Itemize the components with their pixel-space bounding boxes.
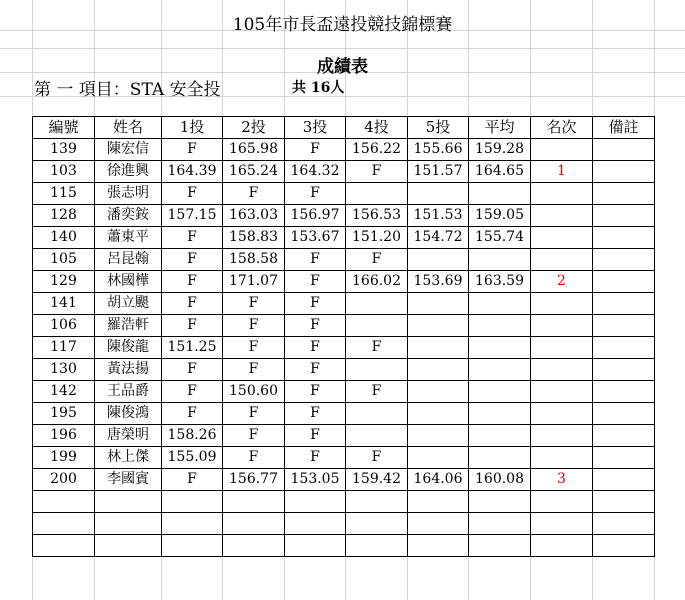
header-rank: 名次 <box>531 117 593 139</box>
cell-name: 陳俊鴻 <box>95 403 162 425</box>
cell-rank <box>531 403 593 425</box>
cell-throw-3: F <box>285 337 346 359</box>
cell-throw-3: F <box>285 249 346 271</box>
cell-name: 胡立颶 <box>95 293 162 315</box>
cell-throw-3: F <box>285 359 346 381</box>
cell-remarks <box>593 227 655 249</box>
cell-throw-2: 150.60 <box>223 381 285 403</box>
cell-rank <box>531 249 593 271</box>
cell-id: 195 <box>33 403 95 425</box>
cell-throw-1: 157.15 <box>162 205 223 227</box>
cell-remarks <box>593 315 655 337</box>
cell-id <box>33 535 95 557</box>
cell-remarks <box>593 205 655 227</box>
cell-throw-4 <box>346 513 408 535</box>
cell-throw-5 <box>408 491 469 513</box>
cell-throw-1: 151.25 <box>162 337 223 359</box>
cell-throw-1: F <box>162 249 223 271</box>
cell-throw-3: 156.97 <box>285 205 346 227</box>
cell-throw-5 <box>408 535 469 557</box>
cell-throw-2: F <box>223 293 285 315</box>
cell-name: 王品爵 <box>95 381 162 403</box>
cell-throw-2: F <box>223 315 285 337</box>
cell-throw-2 <box>223 513 285 535</box>
table-row <box>33 425 655 447</box>
cell-throw-4: F <box>346 249 408 271</box>
cell-id: 129 <box>33 271 95 293</box>
cell-average <box>469 447 531 469</box>
cell-name: 潘奕銨 <box>95 205 162 227</box>
cell-throw-5 <box>408 403 469 425</box>
table-row <box>33 403 655 425</box>
cell-average <box>469 425 531 447</box>
cell-throw-1: F <box>162 403 223 425</box>
header-id: 編號 <box>33 117 95 139</box>
cell-remarks <box>593 513 655 535</box>
cell-average: 155.74 <box>469 227 531 249</box>
cell-throw-5: 155.66 <box>408 139 469 161</box>
cell-name: 唐榮明 <box>95 425 162 447</box>
cell-throw-3 <box>285 535 346 557</box>
cell-rank <box>531 183 593 205</box>
cell-throw-2: 165.24 <box>223 161 285 183</box>
cell-throw-5 <box>408 337 469 359</box>
cell-throw-1: F <box>162 139 223 161</box>
cell-name: 羅浩軒 <box>95 315 162 337</box>
cell-throw-3: F <box>285 381 346 403</box>
cell-throw-5 <box>408 315 469 337</box>
table-row <box>33 491 655 513</box>
cell-remarks <box>593 249 655 271</box>
page-title: 105年市長盃遠投競技錦標賽 <box>232 15 453 35</box>
table-row <box>33 469 655 491</box>
header-throw-3: 3投 <box>285 117 346 139</box>
cell-name: 林上傑 <box>95 447 162 469</box>
cell-throw-2: 158.83 <box>223 227 285 249</box>
cell-id: 141 <box>33 293 95 315</box>
cell-throw-5: 151.57 <box>408 161 469 183</box>
cell-id: 103 <box>33 161 95 183</box>
cell-throw-4: 159.42 <box>346 469 408 491</box>
cell-remarks <box>593 139 655 161</box>
cell-rank <box>531 293 593 315</box>
cell-id: 115 <box>33 183 95 205</box>
cell-rank <box>531 425 593 447</box>
cell-average: 159.05 <box>469 205 531 227</box>
cell-average: 159.28 <box>469 139 531 161</box>
cell-average: 164.65 <box>469 161 531 183</box>
cell-throw-1: F <box>162 293 223 315</box>
table-row <box>33 513 655 535</box>
cell-id: 200 <box>33 469 95 491</box>
cell-throw-2: 165.98 <box>223 139 285 161</box>
cell-name: 張志明 <box>95 183 162 205</box>
table-row <box>33 183 655 205</box>
cell-id: 196 <box>33 425 95 447</box>
table-row <box>33 535 655 557</box>
cell-average <box>469 315 531 337</box>
header-row <box>33 117 655 139</box>
cell-throw-1: F <box>162 271 223 293</box>
cell-throw-1: 158.26 <box>162 425 223 447</box>
cell-throw-1: F <box>162 227 223 249</box>
table-row <box>33 139 655 161</box>
cell-average: 163.59 <box>469 271 531 293</box>
table-row <box>33 359 655 381</box>
table-row <box>33 161 655 183</box>
cell-throw-3: F <box>285 425 346 447</box>
cell-throw-1 <box>162 535 223 557</box>
cell-name: 陳宏信 <box>95 139 162 161</box>
cell-throw-4: F <box>346 381 408 403</box>
cell-throw-2: F <box>223 183 285 205</box>
cell-rank <box>531 139 593 161</box>
table-row <box>33 337 655 359</box>
header-throw-4: 4投 <box>346 117 408 139</box>
cell-throw-4: 156.22 <box>346 139 408 161</box>
cell-throw-3: F <box>285 315 346 337</box>
cell-throw-4: 156.53 <box>346 205 408 227</box>
cell-id: 106 <box>33 315 95 337</box>
cell-rank <box>531 359 593 381</box>
cell-rank <box>531 381 593 403</box>
cell-name: 徐進興 <box>95 161 162 183</box>
cell-throw-1: F <box>162 183 223 205</box>
cell-throw-4 <box>346 425 408 447</box>
cell-throw-1: 155.09 <box>162 447 223 469</box>
cell-throw-2: F <box>223 337 285 359</box>
cell-rank <box>531 337 593 359</box>
cell-average <box>469 491 531 513</box>
cell-id: 140 <box>33 227 95 249</box>
cell-throw-5 <box>408 359 469 381</box>
cell-rank <box>531 491 593 513</box>
cell-throw-5: 153.69 <box>408 271 469 293</box>
cell-throw-4 <box>346 491 408 513</box>
cell-name <box>95 513 162 535</box>
header-name: 姓名 <box>95 117 162 139</box>
cell-id: 117 <box>33 337 95 359</box>
cell-throw-1: F <box>162 315 223 337</box>
cell-throw-4 <box>346 183 408 205</box>
cell-average: 160.08 <box>469 469 531 491</box>
cell-average <box>469 381 531 403</box>
cell-throw-3 <box>285 513 346 535</box>
cell-throw-5 <box>408 513 469 535</box>
cell-name: 呂昆翰 <box>95 249 162 271</box>
cell-throw-3: F <box>285 403 346 425</box>
cell-remarks <box>593 161 655 183</box>
results-table <box>32 116 655 557</box>
cell-remarks <box>593 447 655 469</box>
cell-remarks <box>593 535 655 557</box>
cell-throw-1: 164.39 <box>162 161 223 183</box>
cell-id: 199 <box>33 447 95 469</box>
cell-throw-5: 164.06 <box>408 469 469 491</box>
cell-throw-2: 158.58 <box>223 249 285 271</box>
cell-throw-2: F <box>223 447 285 469</box>
cell-rank <box>531 447 593 469</box>
cell-throw-2: 171.07 <box>223 271 285 293</box>
cell-throw-3: 164.32 <box>285 161 346 183</box>
cell-remarks <box>593 271 655 293</box>
table-row <box>33 381 655 403</box>
table-row <box>33 249 655 271</box>
cell-average <box>469 183 531 205</box>
table-row <box>33 447 655 469</box>
cell-throw-4: F <box>346 337 408 359</box>
event-label: 第 一 項目：STA 安全投 <box>34 80 221 100</box>
cell-throw-2: 156.77 <box>223 469 285 491</box>
cell-throw-4: F <box>346 447 408 469</box>
cell-rank <box>531 535 593 557</box>
cell-throw-3: F <box>285 139 346 161</box>
cell-throw-2: F <box>223 359 285 381</box>
cell-throw-1 <box>162 491 223 513</box>
cell-throw-5 <box>408 249 469 271</box>
cell-throw-4 <box>346 293 408 315</box>
table-row <box>33 315 655 337</box>
cell-throw-3: F <box>285 271 346 293</box>
cell-id: 142 <box>33 381 95 403</box>
cell-throw-5 <box>408 293 469 315</box>
cell-id: 128 <box>33 205 95 227</box>
header-remarks: 備註 <box>593 117 655 139</box>
cell-throw-1 <box>162 513 223 535</box>
cell-average <box>469 293 531 315</box>
cell-name: 黃法揚 <box>95 359 162 381</box>
cell-throw-4: F <box>346 161 408 183</box>
cell-rank: 2 <box>531 271 593 293</box>
cell-rank: 1 <box>531 161 593 183</box>
cell-throw-5: 154.72 <box>408 227 469 249</box>
cell-id: 105 <box>33 249 95 271</box>
cell-remarks <box>593 293 655 315</box>
cell-name: 陳俊龍 <box>95 337 162 359</box>
cell-name <box>95 535 162 557</box>
cell-remarks <box>593 491 655 513</box>
cell-remarks <box>593 359 655 381</box>
cell-throw-1: F <box>162 381 223 403</box>
cell-average <box>469 359 531 381</box>
cell-throw-5 <box>408 381 469 403</box>
cell-throw-4 <box>346 315 408 337</box>
page-subtitle: 成績表 <box>317 57 368 77</box>
cell-name: 蕭東平 <box>95 227 162 249</box>
gridline <box>0 48 685 49</box>
cell-throw-4 <box>346 403 408 425</box>
cell-average <box>469 249 531 271</box>
cell-throw-2 <box>223 535 285 557</box>
cell-throw-2: 163.03 <box>223 205 285 227</box>
header-throw-1: 1投 <box>162 117 223 139</box>
cell-id <box>33 513 95 535</box>
table-row <box>33 271 655 293</box>
cell-throw-1: F <box>162 469 223 491</box>
cell-name: 林國樺 <box>95 271 162 293</box>
cell-throw-4: 166.02 <box>346 271 408 293</box>
table-row <box>33 227 655 249</box>
cell-rank <box>531 227 593 249</box>
cell-throw-4: 151.20 <box>346 227 408 249</box>
results-body <box>33 139 655 557</box>
cell-throw-3: F <box>285 293 346 315</box>
cell-average <box>469 337 531 359</box>
header-average: 平均 <box>469 117 531 139</box>
table-row <box>33 293 655 315</box>
cell-throw-1: F <box>162 359 223 381</box>
header-throw-5: 5投 <box>408 117 469 139</box>
cell-throw-5 <box>408 447 469 469</box>
cell-throw-5: 151.53 <box>408 205 469 227</box>
cell-average <box>469 403 531 425</box>
cell-remarks <box>593 337 655 359</box>
cell-rank: 3 <box>531 469 593 491</box>
cell-throw-4 <box>346 359 408 381</box>
participant-count: 共 16人 <box>292 80 345 96</box>
cell-id <box>33 491 95 513</box>
cell-throw-5 <box>408 183 469 205</box>
cell-average <box>469 535 531 557</box>
header-throw-2: 2投 <box>223 117 285 139</box>
cell-name: 李國賓 <box>95 469 162 491</box>
cell-throw-3: F <box>285 183 346 205</box>
table-row <box>33 205 655 227</box>
cell-throw-3: 153.05 <box>285 469 346 491</box>
cell-rank <box>531 315 593 337</box>
cell-rank <box>531 205 593 227</box>
cell-id: 130 <box>33 359 95 381</box>
cell-remarks <box>593 425 655 447</box>
cell-throw-4 <box>346 535 408 557</box>
cell-throw-2: F <box>223 425 285 447</box>
cell-remarks <box>593 403 655 425</box>
cell-throw-5 <box>408 425 469 447</box>
cell-remarks <box>593 381 655 403</box>
cell-throw-3: 153.67 <box>285 227 346 249</box>
cell-throw-3 <box>285 491 346 513</box>
cell-rank <box>531 513 593 535</box>
cell-id: 139 <box>33 139 95 161</box>
cell-throw-3: F <box>285 447 346 469</box>
cell-average <box>469 513 531 535</box>
cell-name <box>95 491 162 513</box>
cell-throw-2: F <box>223 403 285 425</box>
cell-throw-2 <box>223 491 285 513</box>
cell-remarks <box>593 469 655 491</box>
cell-remarks <box>593 183 655 205</box>
